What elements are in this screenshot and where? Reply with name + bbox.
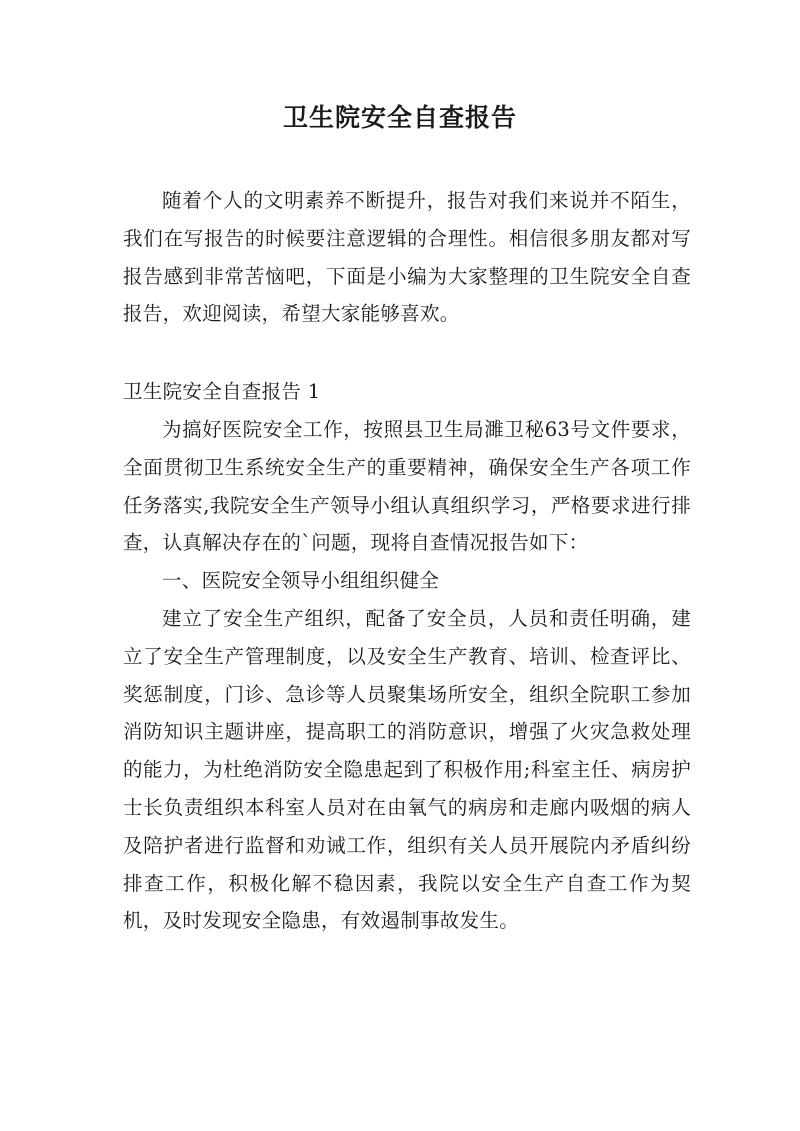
document-title: 卫生院安全自查报告 — [282, 103, 517, 132]
body-paragraph-1: 为搞好医院安全工作，按照县卫生局濉卫秘63号文件要求，全面贯彻卫生系统安全生产的重要精神，确保安全生产各项工作任务落实,我院安全生产领导小组认真组织学习，严格要求进行排查，认真解决存在的`问题，现将自查情况报告如下： — [123, 417, 691, 555]
body-paragraph-2: 建立了安全生产组织，配备了安全员，人员和责任明确，建立了安全生产管理制度，以及安全生产教育、培训、检查评比、奖惩制度，门诊、急诊等人员聚集场所安全，组织全院职工参加消防知识主题讲座，提高职工的消防意识，增强了火灾急救处理的能力，为杜绝消防安全隐患起到了积极作用;科室主任、病房护士长负责组织本科室人员对在由氧气的病房和走廊内吸烟的病人及陪护者进行监督和劝诫工作，组织有关人员开展院内矛盾纠纷排查工作，积极化解不稳因素，我院以安全生产自查工作为契机，及时发现安全隐患，有效遏制事故发生。 — [123, 606, 691, 933]
section-heading: 卫生院安全自查报告 1 — [123, 380, 321, 404]
intro-paragraph: 随着个人的文明素养不断提升，报告对我们来说并不陌生，我们在写报告的时候要注意逻辑的合理性。相信很多朋友都对写报告感到非常苦恼吧，下面是小编为大家整理的卫生院安全自查报告，欢迎阅读，希望大家能够喜欢。 — [123, 189, 691, 326]
document-body — [123, 182, 691, 940]
subsection-heading: 一、医院安全领导小组组织健全 — [162, 569, 440, 593]
paragraph-spacer — [123, 333, 691, 373]
